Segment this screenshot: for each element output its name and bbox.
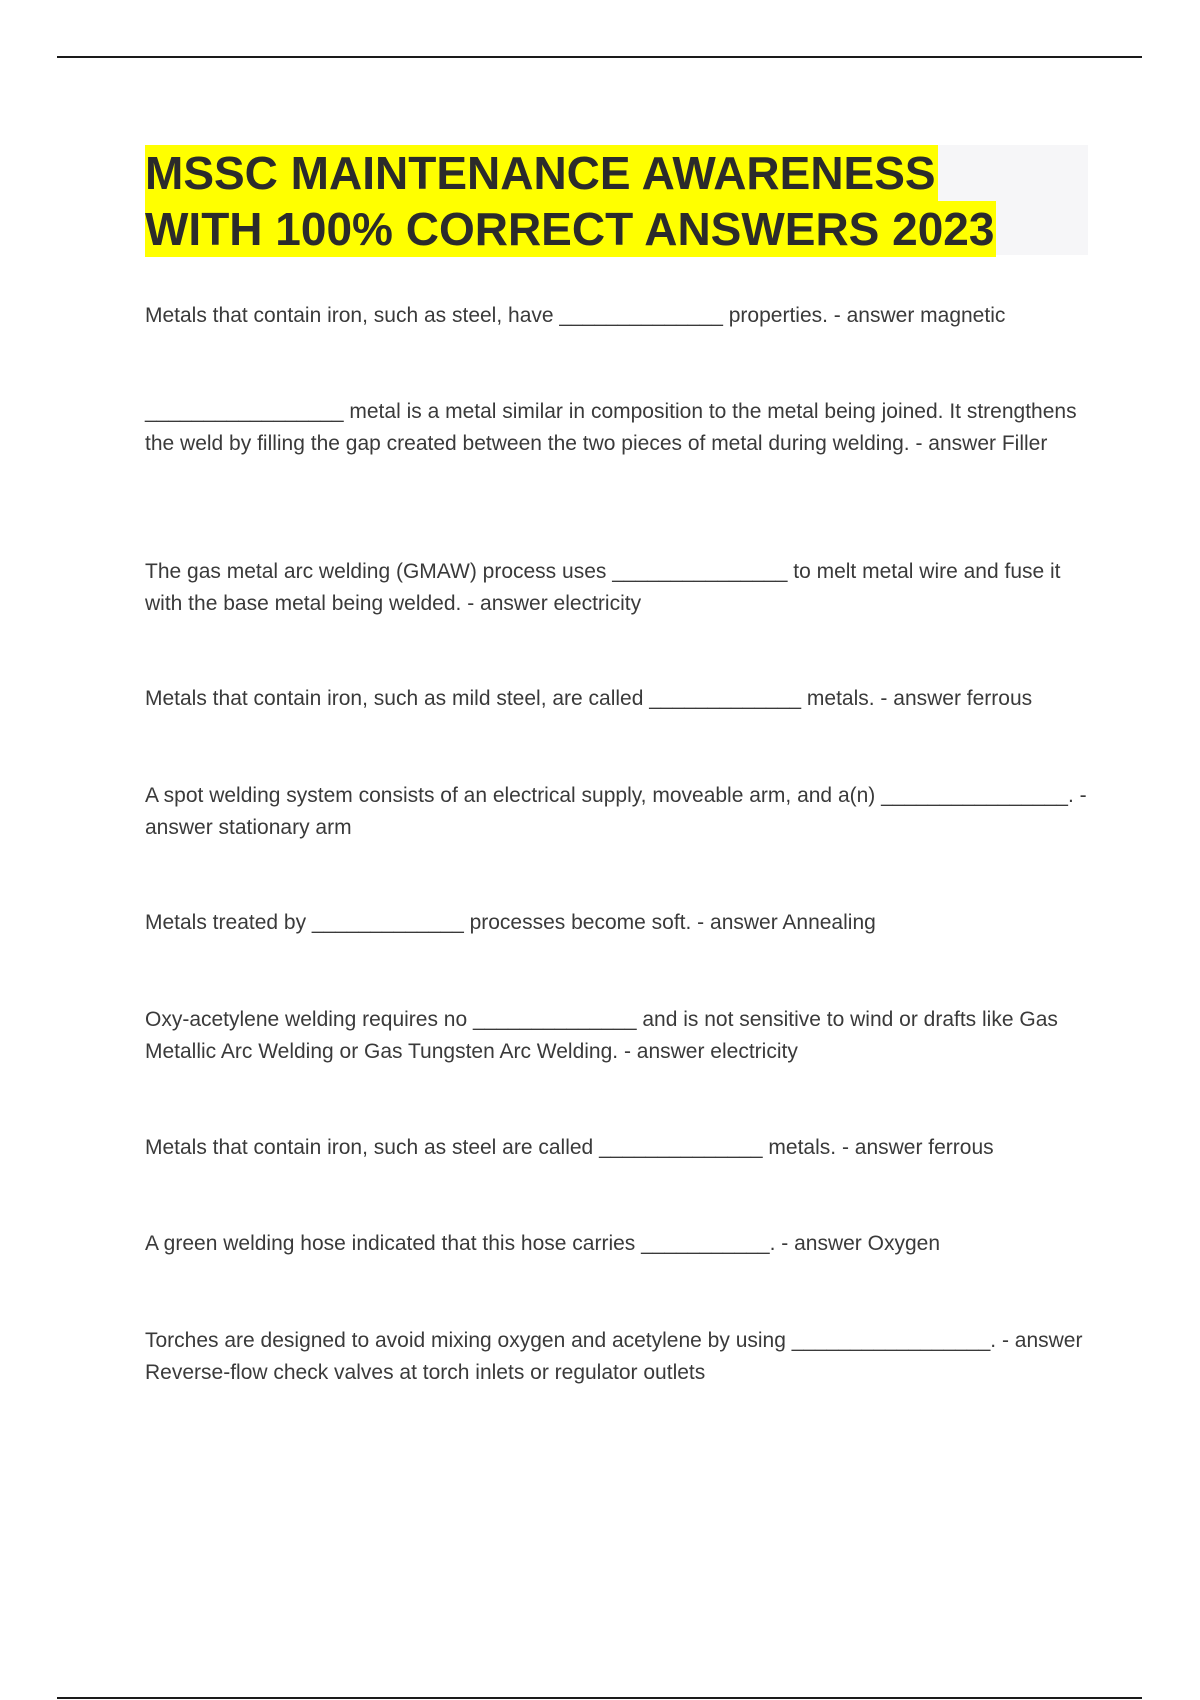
title-line-1: MSSC MAINTENANCE AWARENESS	[145, 147, 936, 199]
qa-item-1: Metals that contain iron, such as steel, have ______________ properties. - answer magnetic	[145, 304, 1006, 327]
qa-item-5: A spot welding system consists of an electrical supply, moveable arm, and a(n) ________________. - answer stationary arm	[145, 784, 1087, 839]
qa-item-9: A green welding hose indicated that this hose carries ___________. - answer Oxygen	[145, 1232, 941, 1255]
qa-item-2: _________________ metal is a metal similar in composition to the metal being joined. It strengthens the weld by filling the gap created between the two pieces of metal during welding. - answer Filler	[145, 400, 1077, 455]
title-block	[145, 145, 1088, 255]
qa-item-3: The gas metal arc welding (GMAW) process uses _______________ to melt metal wire and fuse it with the base metal being welded. - answer electricity	[145, 560, 1061, 615]
qa-item-7: Oxy-acetylene welding requires no ______________ and is not sensitive to wind or drafts like Gas Metallic Arc Welding or Gas Tungsten Arc Welding. - answer electricity	[145, 1008, 1058, 1063]
page-title	[145, 145, 1088, 257]
title-line-2: WITH 100% CORRECT ANSWERS 2023	[145, 203, 995, 255]
qa-item-4: Metals that contain iron, such as mild steel, are called _____________ metals. - answer ferrous	[145, 687, 1033, 710]
bottom-divider	[57, 1697, 1142, 1699]
top-divider	[57, 56, 1142, 58]
qa-item-10: Torches are designed to avoid mixing oxygen and acetylene by using _________________. - answer Reverse-flow check valves at torch inlets or regulator outlets	[145, 1329, 1083, 1384]
qa-item-6: Metals treated by _____________ processes become soft. - answer Annealing	[145, 911, 876, 934]
qa-item-8: Metals that contain iron, such as steel are called ______________ metals. - answer ferrous	[145, 1136, 994, 1159]
